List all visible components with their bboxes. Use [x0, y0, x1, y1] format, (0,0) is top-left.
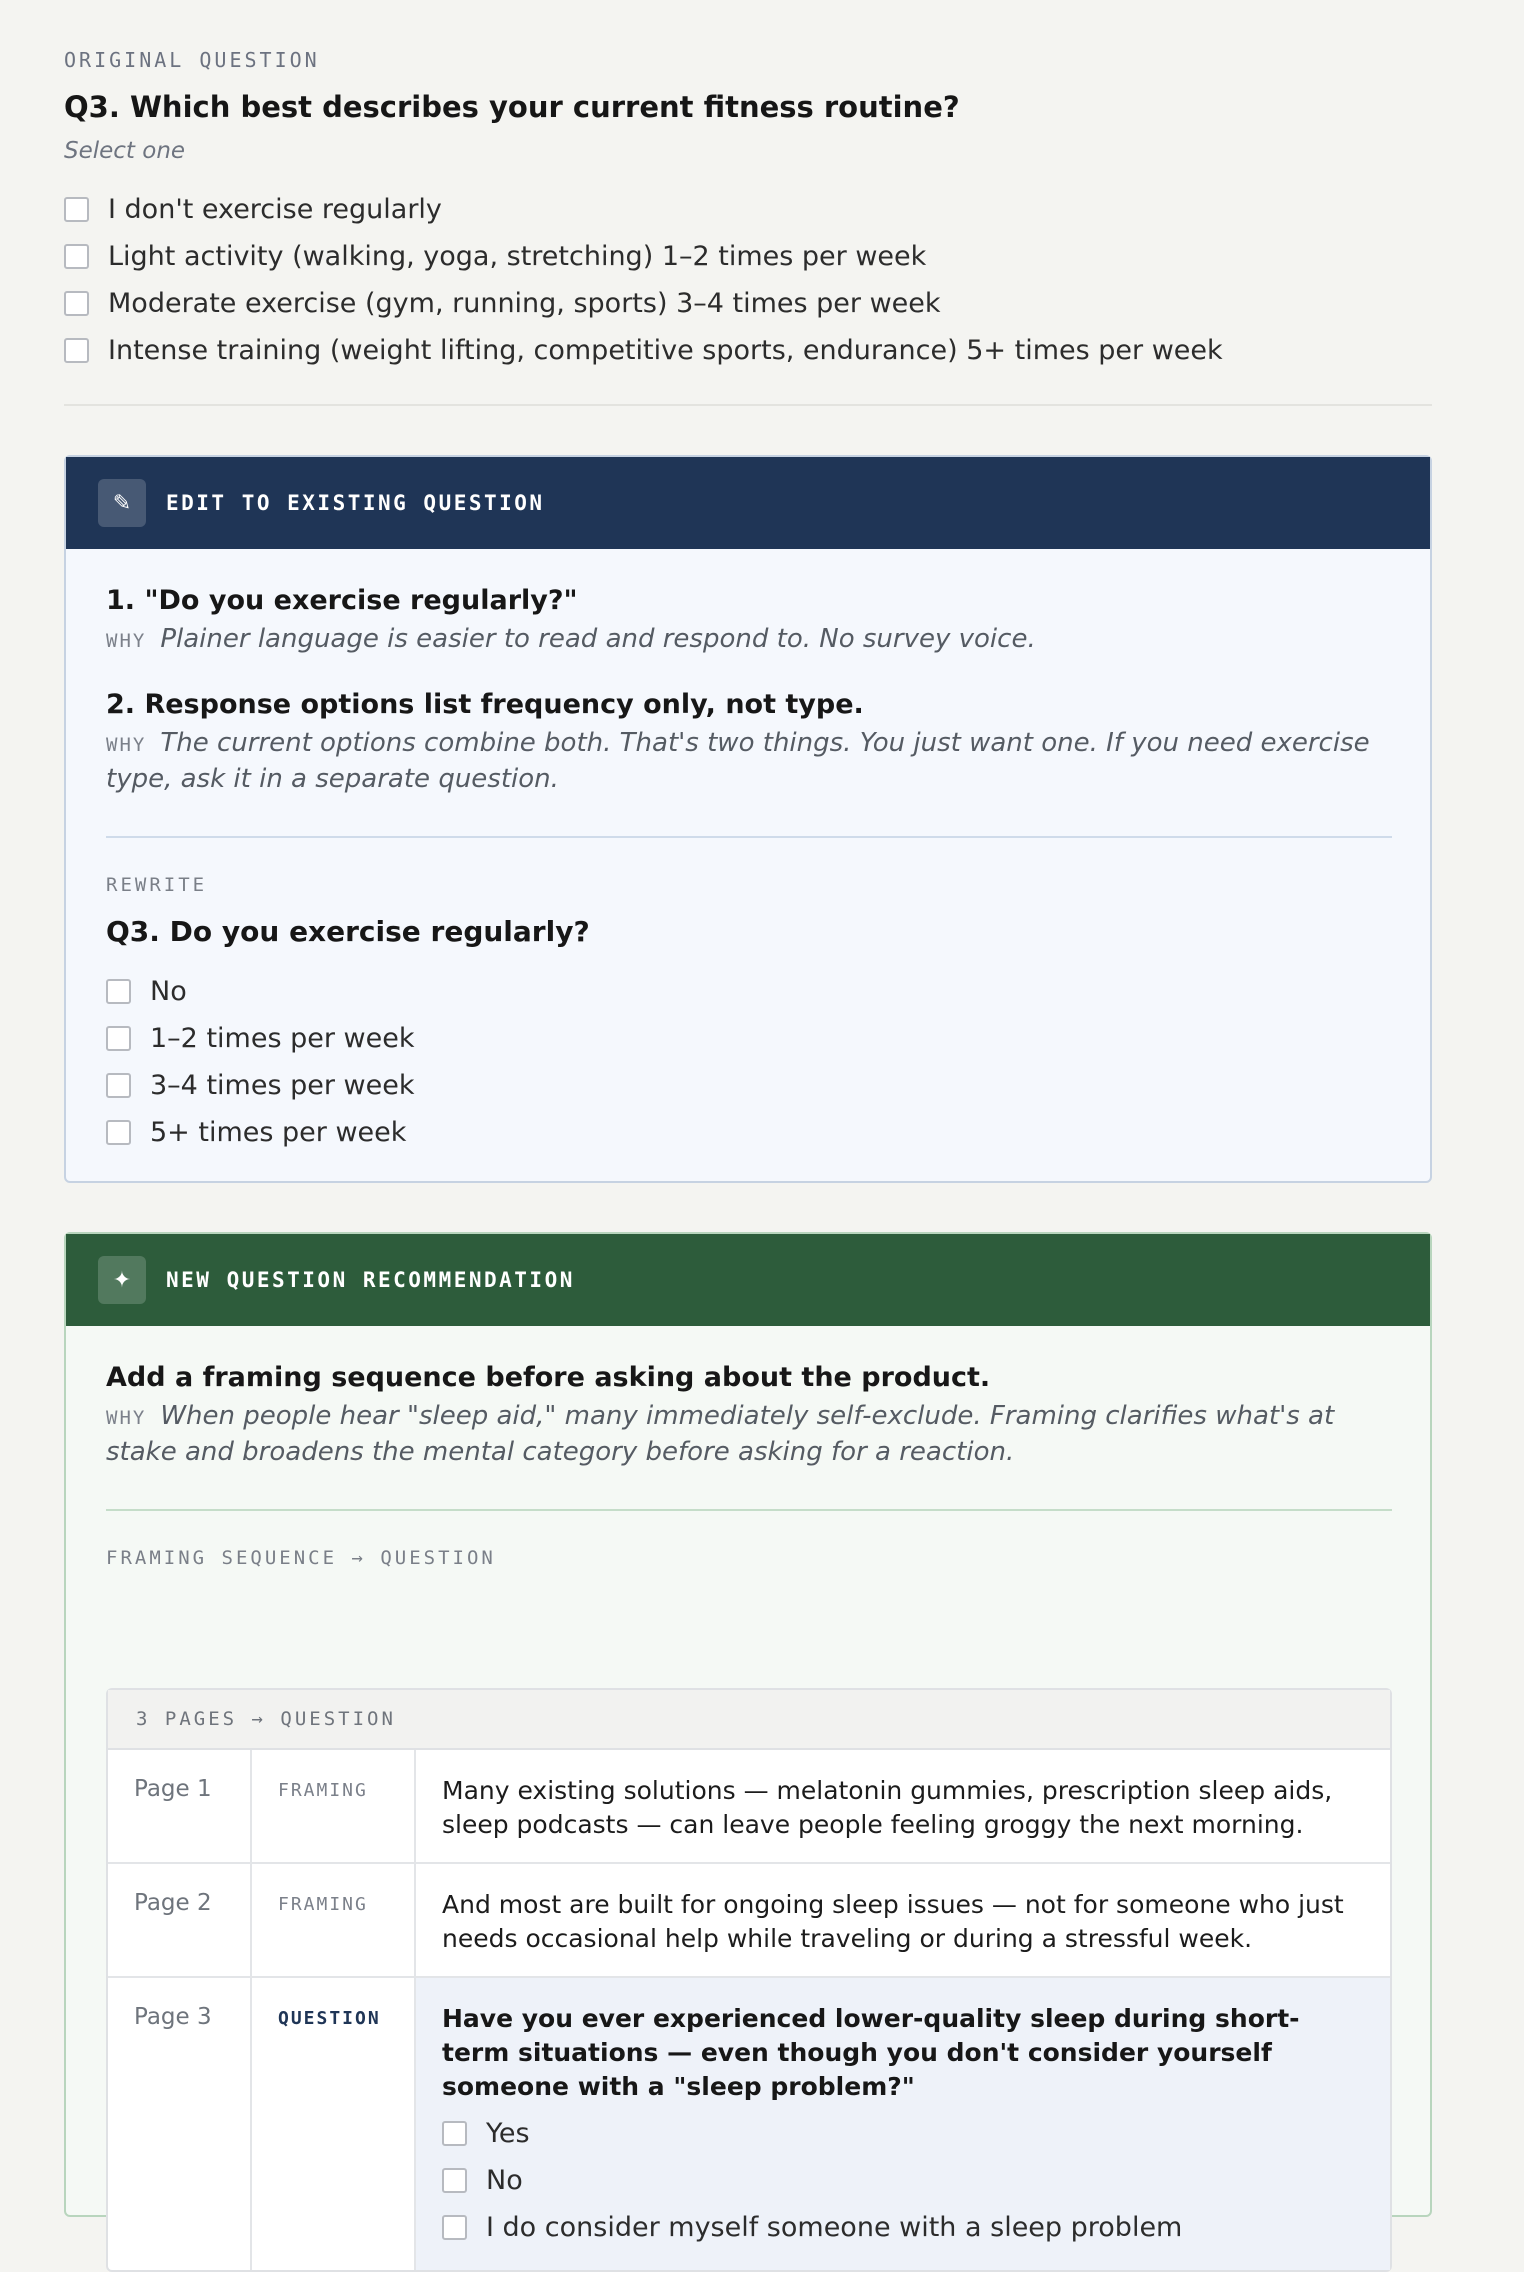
recommendation-rationale	[106, 1399, 1392, 1469]
framing-sequence-label: FRAMING SEQUENCE → QUESTION	[106, 1547, 496, 1569]
original-question-instruction: Select one	[64, 138, 186, 164]
page-cell: Page 1	[108, 1750, 252, 1862]
card-divider	[106, 836, 1392, 838]
option-label: Intense training (weight lifting, competitive sports, endurance) 5+ times per week	[108, 335, 1223, 366]
card-header	[66, 457, 1430, 549]
edit-item-title: 1. "Do you exercise regularly?"	[106, 585, 578, 616]
original-options-list	[64, 186, 1223, 374]
recommendation-item	[106, 1362, 1392, 1469]
new-question-recommendation-card	[64, 1232, 1432, 2243]
why-text: When people hear "sleep aid," many immediately self-exclude. Framing clarifies what's at stake and broadens the mental category before asking for a reaction.	[106, 1401, 1335, 1467]
option-label: No	[486, 2164, 523, 2196]
option-item[interactable]	[106, 968, 414, 1015]
type-cell: FRAMING	[252, 1864, 416, 1976]
checkbox[interactable]	[442, 2215, 467, 2240]
question-cell	[416, 1978, 1390, 2270]
option-item[interactable]	[106, 1015, 414, 1062]
option-label: Light activity (walking, yoga, stretching) 1–2 times per week	[108, 241, 927, 272]
checkbox[interactable]	[64, 244, 89, 269]
why-text: The current options combine both. That's two things. You just want one. If you need exercise type, ask it in a separate question.	[106, 728, 1370, 794]
option-label: No	[150, 976, 187, 1007]
rewrite-question-title: Q3. Do you exercise regularly?	[106, 915, 590, 948]
edit-existing-question-card	[64, 455, 1432, 1183]
table-row	[108, 1978, 1390, 2270]
card-header	[66, 1234, 1430, 1326]
option-item[interactable]	[106, 1109, 414, 1156]
edit-item-2	[106, 689, 1392, 796]
option-item[interactable]	[106, 1062, 414, 1109]
recommendation-title: Add a framing sequence before asking about the product.	[106, 1362, 991, 1393]
why-label: WHY	[106, 1407, 147, 1429]
question-text: Have you ever experienced lower-quality sleep during short-term situations — even though you don't consider yourself someone with a "sleep problem?"	[442, 2004, 1300, 2101]
option-item[interactable]	[64, 327, 1223, 374]
table-row	[108, 1864, 1390, 1978]
option-item[interactable]	[442, 2110, 1364, 2157]
option-item[interactable]	[64, 280, 1223, 327]
card-title: EDIT TO EXISTING QUESTION	[166, 491, 545, 515]
edit-item-1	[106, 585, 1392, 658]
option-item[interactable]	[64, 233, 1223, 280]
original-question-title: Q3. Which best describes your current fitness routine?	[64, 90, 960, 124]
rewrite-options-list	[106, 968, 414, 1156]
card-title: NEW QUESTION RECOMMENDATION	[166, 1268, 575, 1292]
checkbox[interactable]	[106, 1026, 131, 1051]
page-cell: Page 3	[108, 1978, 252, 2270]
pencil-icon: ✎	[98, 479, 146, 527]
content-cell: Many existing solutions — melatonin gummies, prescription sleep aids, sleep podcasts — can leave people feeling groggy the next morning.	[442, 1776, 1333, 1839]
edit-item-title: 2. Response options list frequency only, not type.	[106, 689, 864, 720]
option-label: I don't exercise regularly	[108, 194, 442, 225]
checkbox[interactable]	[106, 1073, 131, 1098]
option-label: 3–4 times per week	[150, 1070, 415, 1101]
why-text: Plainer language is easier to read and respond to. No survey voice.	[160, 624, 1036, 654]
card-divider	[106, 1509, 1392, 1511]
checkbox[interactable]	[64, 291, 89, 316]
sparkle-icon: ✦	[98, 1256, 146, 1304]
edit-item-rationale	[106, 622, 1392, 658]
framing-sequence-table	[106, 1688, 1392, 2272]
table-header: 3 PAGES → QUESTION	[108, 1690, 1390, 1750]
why-label: WHY	[106, 630, 147, 652]
edit-item-rationale	[106, 726, 1392, 796]
table-row	[108, 1750, 1390, 1864]
checkbox[interactable]	[106, 1120, 131, 1145]
option-label: Moderate exercise (gym, running, sports) 3–4 times per week	[108, 288, 941, 319]
checkbox[interactable]	[64, 197, 89, 222]
option-item[interactable]	[442, 2204, 1364, 2251]
option-item[interactable]	[64, 186, 1223, 233]
checkbox[interactable]	[64, 338, 89, 363]
page-cell: Page 2	[108, 1864, 252, 1976]
type-cell: FRAMING	[252, 1750, 416, 1862]
rewrite-label: REWRITE	[106, 874, 208, 896]
section-divider	[64, 404, 1432, 406]
option-label: I do consider myself someone with a sleep problem	[486, 2211, 1183, 2243]
type-cell: QUESTION	[252, 1978, 416, 2270]
checkbox[interactable]	[442, 2168, 467, 2193]
question-options-list	[442, 2110, 1364, 2251]
option-label: 1–2 times per week	[150, 1023, 415, 1054]
content-cell: And most are built for ongoing sleep issues — not for someone who just needs occasional help while traveling or during a stressful week.	[442, 1890, 1344, 1953]
checkbox[interactable]	[442, 2121, 467, 2146]
option-label: 5+ times per week	[150, 1117, 407, 1148]
original-question-eyebrow: ORIGINAL QUESTION	[64, 48, 320, 72]
option-label: Yes	[486, 2117, 530, 2149]
why-label: WHY	[106, 734, 147, 756]
option-item[interactable]	[442, 2157, 1364, 2204]
checkbox[interactable]	[106, 979, 131, 1004]
